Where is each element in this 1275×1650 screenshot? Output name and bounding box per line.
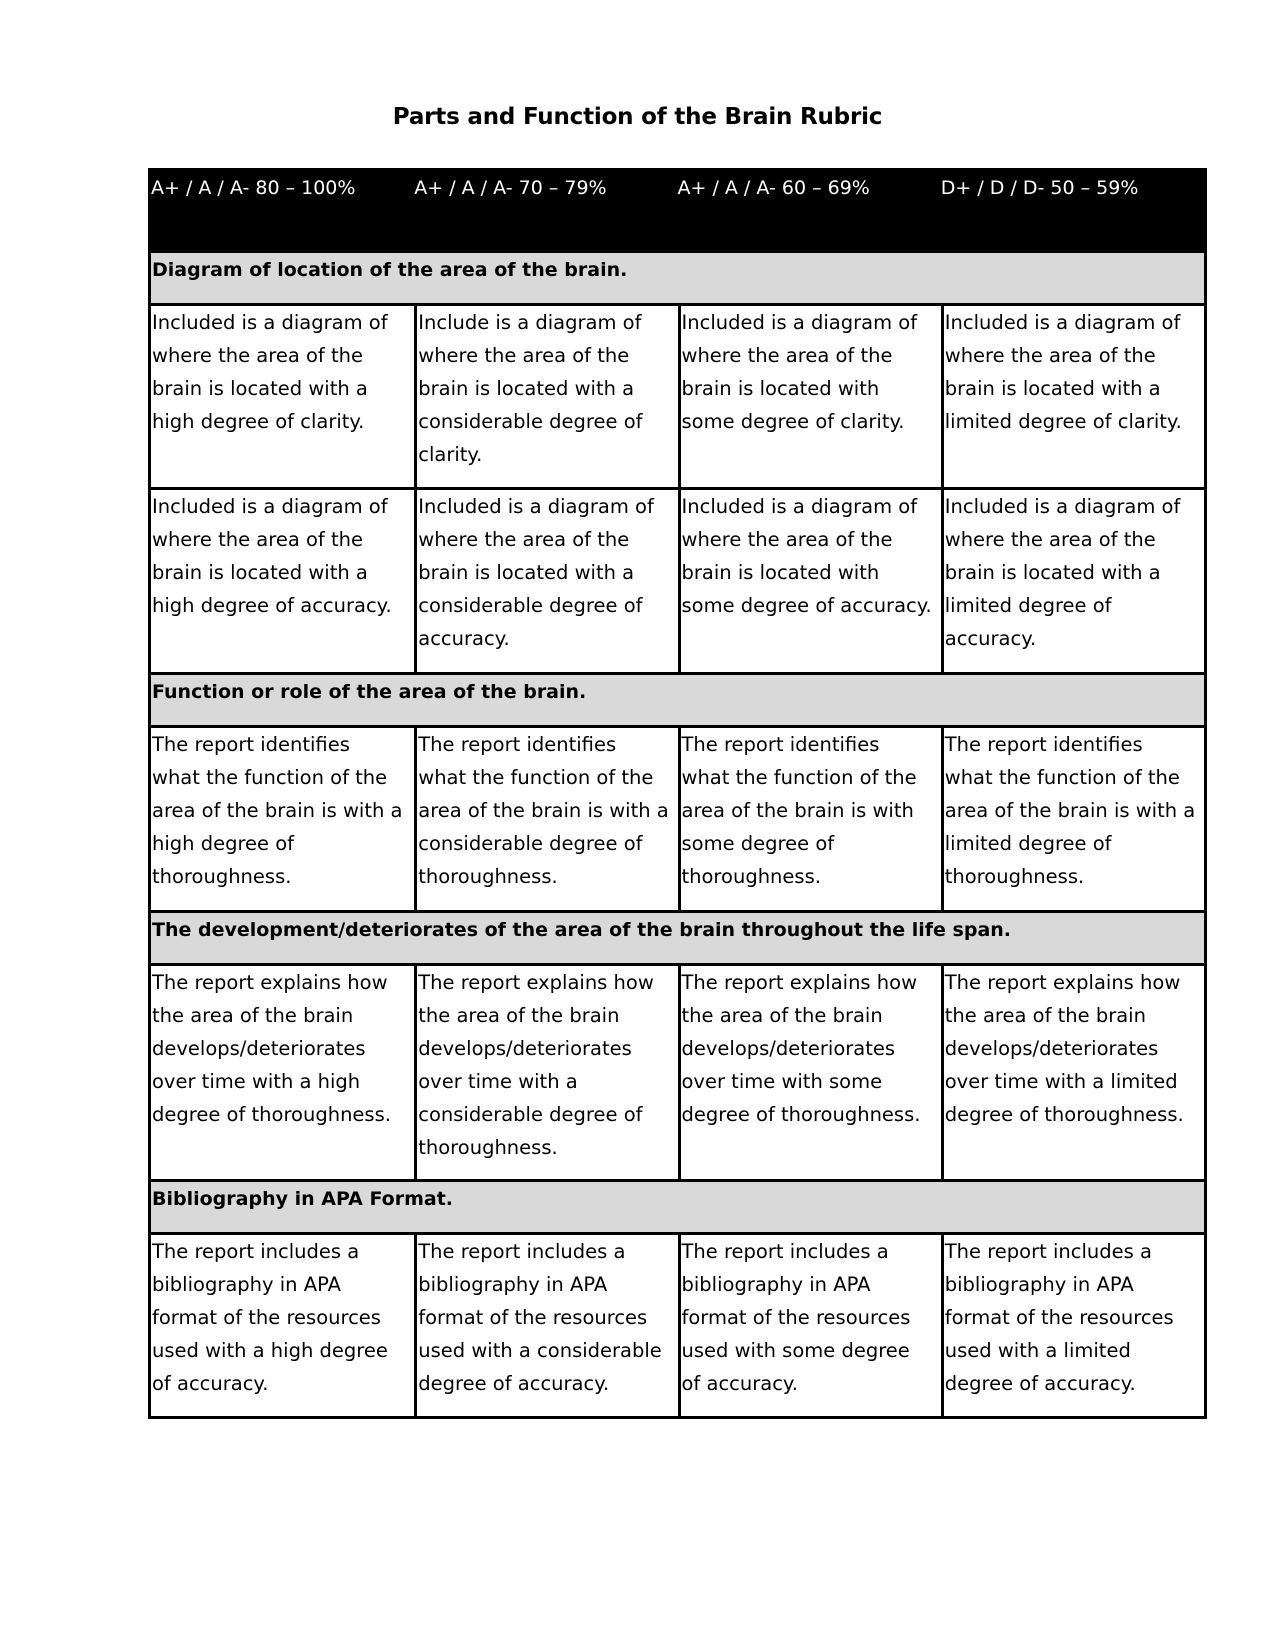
criteria-cell: The report identifies what the function of the area of the brain is with some degree of thoroughness. (678, 728, 941, 910)
grade-header-row (151, 171, 1204, 250)
criteria-cell: The report identifies what the function of the area of the brain is with a considerable degree of thoroughness. (414, 728, 677, 910)
criteria-cell: Included is a diagram of where the area of the brain is located with a considerable degree of accuracy. (414, 490, 677, 672)
rubric-table (148, 168, 1207, 1419)
grade-header-c: A+ / A / A- 60 – 69% (677, 177, 870, 199)
criteria-cell: The report identifies what the function of the area of the brain is with a limited degree of thoroughness. (941, 728, 1204, 910)
criteria-cell: Included is a diagram of where the area of the brain is located with a high degree of clarity. (152, 311, 388, 433)
criteria-cell: Included is a diagram of where the area of the brain is located with some degree of clarity. (678, 306, 941, 487)
criteria-cell: The report explains how the area of the brain develops/deteriorates over time with a limited degree of thoroughness. (941, 966, 1204, 1179)
criteria-row-diagram-accuracy (151, 487, 1204, 672)
criteria-cell: Included is a diagram of where the area of the brain is located with a limited degree of clarity. (941, 306, 1204, 487)
grade-header-d: D+ / D / D- 50 – 59% (940, 177, 1139, 199)
criteria-cell: The report identifies what the function of the area of the brain is with a high degree of thoroughness. (152, 733, 403, 888)
page-title: Parts and Function of the Brain Rubric (392, 104, 883, 130)
criteria-cell: The report includes a bibliography in APA format of the resources used with some degree of accuracy. (678, 1235, 941, 1416)
grade-header-a: A+ / A / A- 80 – 100% (151, 177, 356, 199)
criteria-cell: Included is a diagram of where the area of the brain is located with a high degree of accuracy. (152, 495, 392, 617)
section-bibliography-heading: Bibliography in APA Format. (151, 1179, 1204, 1232)
section-function-heading: Function or role of the area of the brain. (151, 672, 1204, 725)
criteria-cell: The report includes a bibliography in APA format of the resources used with a high degree of accuracy. (152, 1240, 388, 1395)
grade-header-b: A+ / A / A- 70 – 79% (414, 177, 607, 199)
criteria-cell: The report includes a bibliography in APA format of the resources used with a considerable degree of accuracy. (414, 1235, 677, 1416)
criteria-cell: The report explains how the area of the brain develops/deteriorates over time with a considerable degree of thoroughness. (414, 966, 677, 1179)
section-development-heading: The development/deteriorates of the area of the brain throughout the life span. (151, 910, 1204, 963)
criteria-cell: The report explains how the area of the brain develops/deteriorates over time with some degree of thoroughness. (678, 966, 941, 1179)
criteria-row-diagram-clarity (151, 303, 1204, 487)
section-diagram-heading: Diagram of location of the area of the brain. (151, 250, 1204, 303)
criteria-cell: Include is a diagram of where the area of the brain is located with a considerable degree of clarity. (414, 306, 677, 487)
criteria-cell: The report explains how the area of the brain develops/deteriorates over time with a high degree of thoroughness. (152, 971, 391, 1126)
criteria-cell: The report includes a bibliography in APA format of the resources used with a limited degree of accuracy. (941, 1235, 1204, 1416)
criteria-row-bibliography (151, 1232, 1204, 1416)
criteria-cell: Included is a diagram of where the area of the brain is located with some degree of accuracy. (678, 490, 941, 672)
criteria-row-development (151, 963, 1204, 1179)
criteria-row-function (151, 725, 1204, 910)
criteria-cell: Included is a diagram of where the area of the brain is located with a limited degree of accuracy. (941, 490, 1204, 672)
